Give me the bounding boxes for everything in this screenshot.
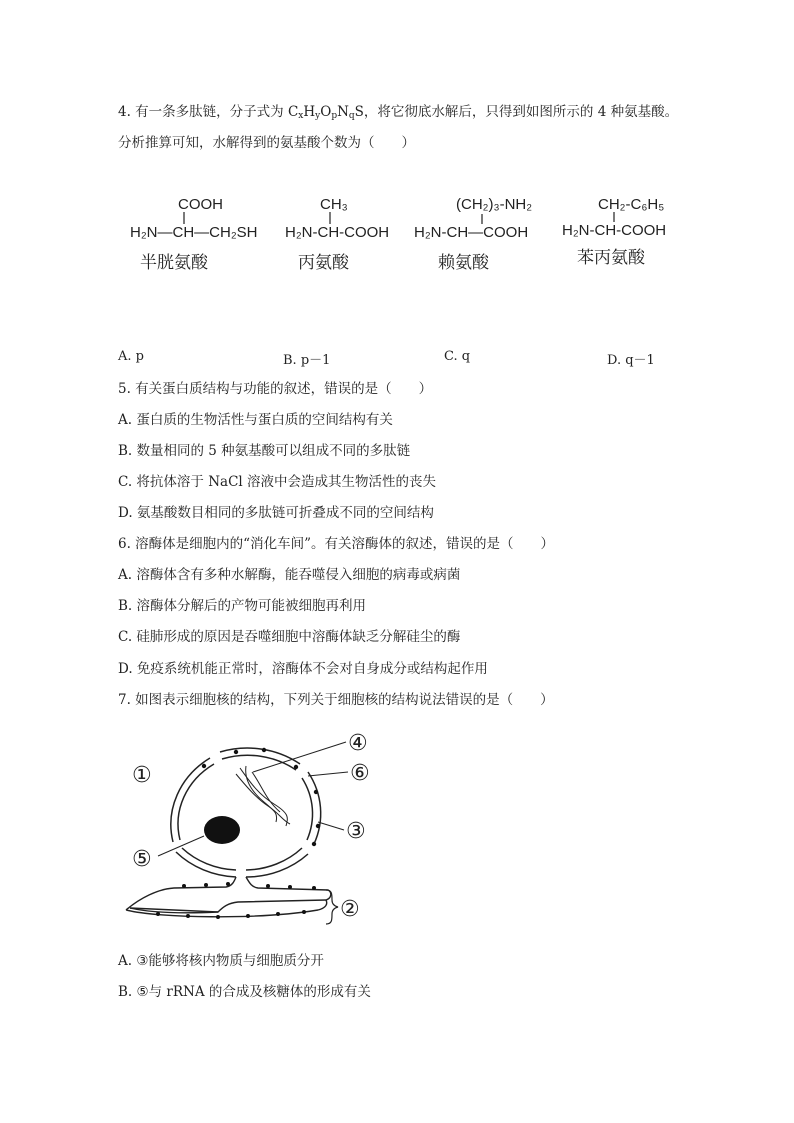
formula-sub-y: y xyxy=(315,111,321,121)
aa1-name: 半胱氨酸 xyxy=(140,253,208,273)
q5-option-d: D. 氨基酸数目相同的多肽链可折叠成不同的空间结构 xyxy=(118,505,434,521)
q4-option-b: B. p－1 xyxy=(283,353,331,368)
q4-stem-line2: 分析推算可知，水解得到的氨基酸个数为（ ） xyxy=(118,135,415,151)
brace xyxy=(326,890,338,924)
formula-n: N xyxy=(337,104,349,120)
q6-option-c: C. 硅肺形成的原因是吞噬细胞中溶酶体缺乏分解硅尘的酶 xyxy=(118,629,461,645)
q4-option-d: D. q－1 xyxy=(607,353,655,368)
nucleus-diagram xyxy=(118,722,378,932)
envelope-seg-bottom xyxy=(246,854,308,877)
aa4-name: 苯丙氨酸 xyxy=(577,248,645,268)
aa1-main: H₂N—CH—CH₂SH xyxy=(130,224,258,241)
formula-h: H xyxy=(303,104,316,120)
aa2-name: 丙氨酸 xyxy=(298,253,349,273)
bond-lines xyxy=(0,0,794,300)
label-3: ③ xyxy=(346,819,366,844)
label-6: ⑥ xyxy=(350,761,370,786)
q7-option-a: A. ③能够将核内物质与细胞质分开 xyxy=(118,953,324,969)
q6-option-d: D. 免疫系统机能正常时，溶酶体不会对自身成分或结构起作用 xyxy=(118,661,488,677)
formula-sub-p: p xyxy=(331,111,338,121)
label-4: ④ xyxy=(348,731,368,756)
label-5: ⑤ xyxy=(132,847,152,872)
label-2: ② xyxy=(340,897,360,922)
q6-option-a: A. 溶酶体含有多种水解酶，能吞噬侵入细胞的病毒或病菌 xyxy=(118,567,461,583)
aa3-top: (CH₂)₃-NH₂ xyxy=(456,196,533,213)
q4-option-c: C. q xyxy=(444,349,471,364)
chromatin xyxy=(236,766,290,826)
q4-option-a: A. p xyxy=(118,349,144,364)
aa2-top: CH₃ xyxy=(320,196,348,213)
aa1-top: COOH xyxy=(178,196,223,213)
q6-option-b: B. 溶酶体分解后的产物可能被细胞再利用 xyxy=(118,598,367,614)
nucleolus xyxy=(204,816,240,844)
aa4-main: H₂N-CH-COOH xyxy=(562,222,667,239)
formula-o: O xyxy=(320,104,332,120)
q5-option-a: A. 蛋白质的生物活性与蛋白质的空间结构有关 xyxy=(118,412,393,428)
q4-stem-text-a: 4. 有一条多肽链，分子式为 C xyxy=(118,104,299,120)
q7-option-b: B. ⑤与 rRNA 的合成及核糖体的形成有关 xyxy=(118,984,371,1000)
label-1: ① xyxy=(132,763,152,788)
formula-sub-x: x xyxy=(298,111,304,121)
q7-stem: 7. 如图表示细胞核的结构，下列关于细胞核的结构说法错误的是（ ） xyxy=(118,692,554,708)
formula-sub-q: q xyxy=(348,111,355,121)
q4-stem-text-b: S，将它彻底水解后，只得到如图所示的 4 种氨基酸。 xyxy=(354,104,679,120)
aa4-top: CH₂-C₆H₅ xyxy=(598,196,665,213)
q5-option-b: B. 数量相同的 5 种氨基酸可以组成不同的多肽链 xyxy=(118,443,411,459)
q6-stem: 6. 溶酶体是细胞内的“消化车间”。有关溶酶体的叙述，错误的是（ ） xyxy=(118,536,554,552)
aa3-main: H₂N-CH—COOH xyxy=(414,224,529,241)
q5-stem: 5. 有关蛋白质结构与功能的叙述，错误的是（ ） xyxy=(118,381,433,397)
q5-option-c: C. 将抗体溶于 NaCl 溶液中会造成其生物活性的丧失 xyxy=(118,474,437,490)
aa2-main: H₂N-CH-COOH xyxy=(285,224,390,241)
aa3-name: 赖氨酸 xyxy=(438,253,489,273)
